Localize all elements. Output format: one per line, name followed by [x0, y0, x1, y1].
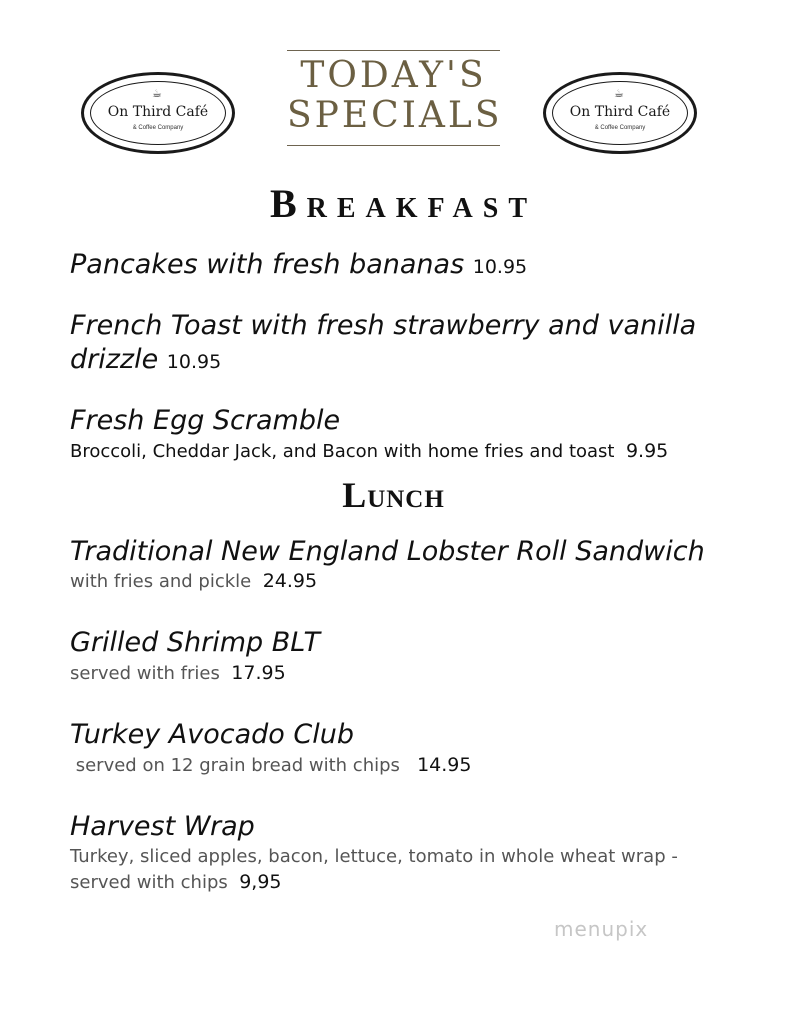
item-desc: Broccoli, Cheddar Jack, and Bacon with home fries and toast	[70, 441, 615, 462]
logo-subtitle: & Coffee Company	[594, 125, 646, 131]
section-heading-breakfast: Breakfast	[269, 181, 538, 226]
menu-item-title	[70, 310, 696, 341]
menu-item-title	[70, 719, 354, 750]
item-price: 14.95	[417, 754, 472, 776]
item-desc: served with fries	[70, 663, 220, 684]
item-name: Turkey Avocado Club	[70, 719, 355, 750]
logo-name: On Third Café	[107, 104, 209, 120]
item-desc-cont: served with chips	[70, 872, 228, 893]
coffee-cup-icon: ☕	[614, 87, 624, 100]
item-desc: served on 12 grain bread with chips	[70, 755, 400, 776]
item-desc: Turkey, sliced apples, bacon, lettuce, tomato in whole wheat wrap -	[70, 846, 678, 867]
item-desc: with fries and pickle	[70, 571, 252, 592]
coffee-cup-icon: ☕	[152, 87, 162, 100]
logo-name: On Third Café	[569, 104, 671, 120]
todays-specials-header	[287, 50, 503, 146]
item-price: 17.95	[231, 662, 286, 684]
menupix-watermark: menupix	[554, 917, 649, 941]
menu-item-title	[70, 405, 340, 436]
cafe-logo-left	[81, 72, 235, 154]
menu-item-title	[70, 627, 320, 658]
menu-item-title	[70, 811, 255, 842]
item-price: 10.95	[166, 351, 222, 373]
menu-item-description	[70, 662, 286, 684]
item-name-cont: drizzle	[70, 344, 159, 375]
menu-item-title-cont	[70, 344, 221, 375]
header-line2: SPECIALS	[287, 95, 503, 136]
menu-item-title	[70, 536, 705, 567]
item-name: Pancakes with fresh bananas	[70, 249, 465, 280]
item-name: French Toast with fresh strawberry and vanilla	[70, 310, 697, 341]
menu-item-description	[70, 754, 471, 776]
item-name: Grilled Shrimp BLT	[70, 627, 320, 658]
menu-item-description	[70, 440, 668, 462]
menu-item-title	[70, 249, 527, 280]
header-line1: TODAY'S	[300, 55, 487, 96]
item-price: 9,95	[239, 871, 282, 893]
menu-item-description	[70, 570, 317, 592]
menu-item-description	[70, 846, 678, 867]
menu-item-description-cont	[70, 871, 282, 893]
item-name: Traditional New England Lobster Roll Sandwich	[70, 536, 705, 567]
logo-subtitle: & Coffee Company	[132, 125, 184, 131]
item-name: Harvest Wrap	[70, 811, 255, 842]
section-heading-lunch: Lunch	[342, 475, 445, 515]
item-price: 24.95	[262, 570, 318, 592]
cafe-logo-right	[543, 72, 697, 154]
item-price: 9.95	[625, 440, 669, 462]
item-name: Fresh Egg Scramble	[70, 405, 341, 436]
item-price: 10.95	[472, 256, 528, 278]
